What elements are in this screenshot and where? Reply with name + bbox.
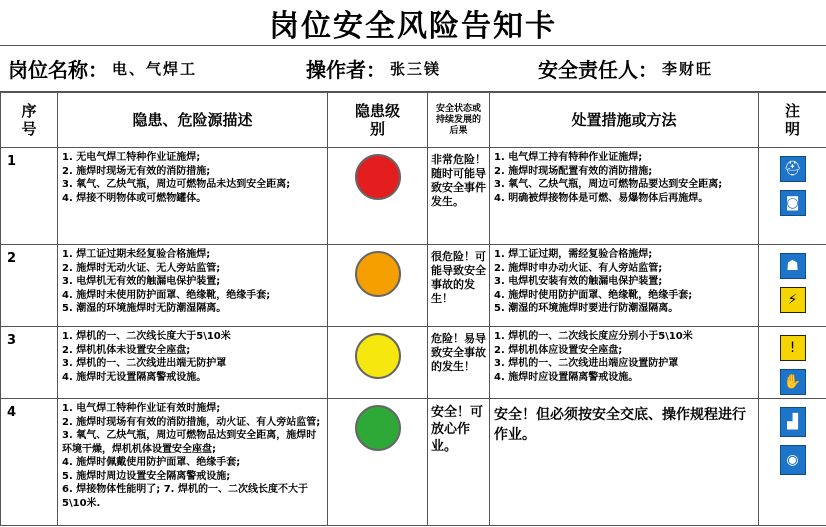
hazard-line: 2. 施焊时无动火证、无人旁站监管; [62,262,221,274]
hazard-line: 2. 焊机机体未设置安全座盘; [62,344,191,356]
level-cell [328,148,428,245]
hazard-line: 2. 施焊时现场有有效的消防措施，动火证、有人旁站监管; 3. 氧气、乙炔气瓶，周边可燃物品达到安全距离，施焊时环境干燥，焊机机体设置安全座盘; [62,416,321,455]
measures-cell [490,399,759,526]
hazard-cell [58,327,328,399]
hazard-line: 1. 焊工证过期未经复验合格施焊; [62,249,211,260]
measures-cell [490,148,759,245]
measure-line: 2. 施焊时现场配置有效的消防措施; [494,165,653,177]
measure-line: 1. 焊机的一、二次线长度应分别小于5\10米 [494,331,693,342]
hazard-line: 1. 无电气焊工特种作业证施焊; [62,152,201,163]
risk-level-red-indicator [355,154,401,200]
hazard-cell [58,245,328,327]
level-cell [328,327,428,399]
hazard-line: 2. 施焊时现场无有效的消防措施; [62,165,211,177]
risk-table [0,92,826,526]
row-number: 1 [1,148,58,245]
measure-line: 2. 施焊时申办动火证、有人旁站监管; [494,262,663,274]
info-bar [0,46,826,92]
row-number: 3 [1,327,58,399]
header-notes: 注明 [759,93,826,148]
boot-icon: ▟ [780,407,806,437]
measure-line: 4. 施焊时使用防护面罩、绝缘靴，绝缘手套; [494,289,693,301]
header-state: 安全状态或持续发展的后果 [428,93,490,148]
level-cell [328,399,428,526]
row-number: 2 [1,245,58,327]
row-number: 4 [1,399,58,526]
risk-level-yellow-indicator [355,333,401,379]
hazard-cell [58,148,328,245]
notes-cell [759,148,826,245]
ear-protection-icon: ◉ [780,445,806,475]
measure-line: 4. 施焊时应设置隔离警戒设施。 [494,371,639,383]
responsible-label: 安全责任人： [538,58,658,82]
hazard-line: 5. 施焊时周边设置安全隔离警戒设施; [62,470,231,482]
operator-value: 张三镁 [390,60,442,78]
card-title: 岗位安全风险告知卡 [0,0,826,46]
hazard-line: 1. 电气焊工特种作业证有效时施焊; [62,403,221,414]
hazard-line: 4. 施焊时无设置隔离警戒设施。 [62,371,207,383]
header-seq: 序号 [1,93,58,148]
measure-line: 安全！但必须按安全交底、操作规程进行作业。 [494,407,746,443]
header-level: 隐患级别 [328,93,428,148]
notes-cell [759,399,826,526]
measures-cell [490,327,759,399]
post-label: 岗位名称： [8,58,108,82]
measure-line: 4. 明确被焊接物体是可燃、易爆物体后再施焊。 [494,192,709,204]
measure-line: 1. 电气焊工持有特种作业证施焊; [494,152,643,163]
notes-cell [759,327,826,399]
hazard-line: 4. 焊接不明物体或可燃物罐体。 [62,192,207,204]
state-cell: 非常危险！随时可能导致安全事件发生。 [428,148,490,245]
hazard-line: 6. 焊接物体性能明了; 7. 焊机的一、二次线长度不大于5\10米. [62,484,308,509]
notes-cell [759,245,826,327]
header-measures: 处置措施或方法 [490,93,759,148]
face-shield-icon: ☗ [780,253,806,279]
hazard-line: 3. 氧气、乙炔气瓶，周边可燃物品未达到安全距离; [62,179,291,190]
table-row [1,245,826,327]
hazard-cell [58,399,328,526]
hazard-line: 4. 施焊时佩戴使用防护面罩、绝缘手套; [62,457,241,468]
state-cell: 安全！可放心作业。 [428,399,490,526]
hazard-line: 3. 焊机的一、二次线进出端无防护罩 [62,358,227,369]
glove-icon: ✋ [780,369,806,395]
header-hazard: 隐患、危险源描述 [58,93,328,148]
responsible-value: 李财旺 [662,60,714,78]
risk-level-green-indicator [355,405,401,451]
measure-line: 2. 焊机机体应设置安全座盘; [494,344,623,356]
mask-icon: ◙ [780,190,806,216]
level-cell [328,245,428,327]
measure-line: 5. 潮湿的环境施焊时要进行防潮湿隔离。 [494,303,679,314]
table-row [1,327,826,399]
hazard-line: 4. 施焊时未使用防护面罩、绝缘靴，绝缘手套; [62,289,271,301]
helmet-icon: ⛑ [780,156,806,182]
measure-line: 1. 焊工证过期，需经复验合格施焊; [494,249,653,260]
hazard-line: 1. 焊机的一、二次线长度大于5\10米 [62,331,231,342]
post-value: 电、气焊工 [112,60,198,78]
state-cell: 很危险！可能导致安全事故的发生！ [428,245,490,327]
hazard-line: 3. 电焊机无有效的触漏电保护装置; [62,276,221,287]
table-row [1,148,826,245]
measure-line: 3. 焊机的一、二次线进出端应设置防护罩 [494,358,679,369]
measures-cell [490,245,759,327]
table-row [1,399,826,526]
hazard-line: 5. 潮湿的环境施焊时无防潮湿隔离。 [62,303,227,314]
operator-label: 操作者： [306,58,386,82]
risk-level-orange-indicator [355,251,401,297]
electric-warning-icon: ⚡ [780,287,806,313]
table-header-row [1,93,826,148]
measure-line: 3. 氧气、乙炔气瓶，周边可燃物品要达到安全距离; [494,179,723,190]
measure-line: 3. 电焊机安装有效的触漏电保护装置; [494,276,663,287]
state-cell: 危险！易导致安全事故的发生！ [428,327,490,399]
caution-icon: ! [780,335,806,361]
